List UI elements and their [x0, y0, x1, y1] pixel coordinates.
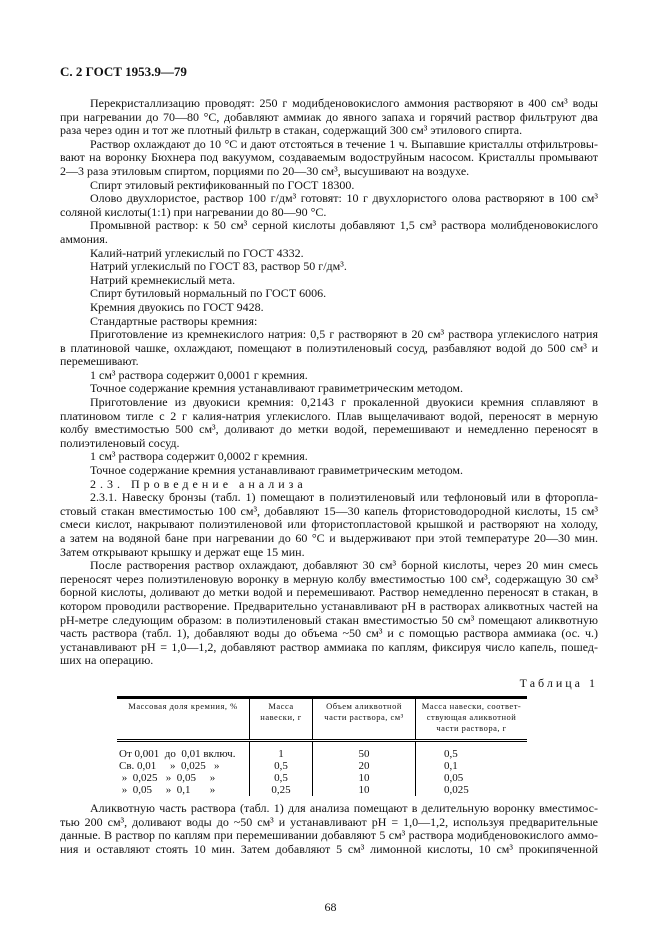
table-cell: 50 [313, 740, 416, 760]
text-line: котором проводили растворение. Предварительно устанавливают pH в растворах аликвотных частей на [60, 599, 598, 613]
text-line: После растворения раствор охлаждают, добавляют 30 см³ борной кислоты, через 20 мин смесь [90, 559, 598, 573]
text-line: аммония. [60, 232, 108, 246]
text-line: Кремния двуокись по ГОСТ 9428. [90, 300, 264, 314]
table-header: Массовая доля кремния, % [117, 697, 250, 740]
table-cell: » 0,05 » 0,1 » [119, 783, 216, 796]
table-cell: 10 [313, 784, 416, 796]
table-cell: 1 [250, 740, 313, 760]
table-cell: Св. 0,01 » 0,025 » [119, 759, 220, 772]
text-line: Промывной раствор: к 50 см³ серной кислоты добавляют 1,5 см³ раствора молибденовокислого [90, 219, 598, 233]
table-row [117, 784, 527, 796]
text-line: 2.3. Проведение анализа [90, 477, 307, 491]
table-cell: От 0,001 до 0,01 включ. [119, 747, 236, 760]
text-line: ших на операцию. [60, 654, 154, 668]
table-cell: 0,5 [250, 772, 313, 784]
text-line: pH-метре следующим образом: в полиэтиленовый стакан вместимостью 50 см³ помещают аликвотную [60, 613, 598, 627]
table-row [117, 740, 527, 760]
table-cell: 0,05 [416, 772, 528, 784]
table-cell: 0,5 [416, 740, 528, 760]
table-cell: » 0,025 » 0,05 » [119, 771, 216, 784]
page-header: С. 2 ГОСТ 1953.9—79 [60, 64, 187, 79]
text-line: переносят через полиэтиленовую воронку в мерную колбу вместимостью 100 см³, содержащую 30 см³ [60, 572, 598, 586]
table-row [117, 760, 527, 772]
text-line: а затем на водяной бане при нагревании до 60 °С и выдерживают при этой температуре 20—30 мин. [60, 532, 598, 545]
text-line: устанавливают pH = 1,0—1,2, добавляют раствор аммиака по каплям, фиксируя число капель, пошед- [60, 640, 598, 654]
text-line: смеси кислот, накрывают полиэтиленовой или фтористопластовой крышкой и растворяют на холоду, [60, 518, 598, 532]
text-line: раза через один и тот же плотный фильтр в стакан, содержащий 300 см³ этилового спирта. [60, 124, 523, 138]
text-line: Раствор охлаждают до 10 °С и дают отстояться в течение 1 ч. Выпавшие кристаллы отфильтровы- [90, 137, 598, 151]
text-line: Точное содержание кремния устанавливают гравиметрическим методом. [90, 464, 463, 478]
text-line: ния и оставляют стоять 10 мин. Затем добавляют 5 см³ лимонной кислоты, 10 см³ прокипяченной [60, 842, 598, 856]
text-line: 1 см³ раствора содержит 0,0002 г кремния. [90, 450, 308, 464]
text-line: полиэтиленовый сосуд. [60, 436, 180, 450]
text-line: Олово двухлористое, раствор 100 г/дм³ готовят: 10 г двухлористого олова растворяют в 100 см³ [90, 192, 598, 206]
body-text-top [60, 97, 598, 668]
page-body [60, 97, 598, 856]
text-line: Стандартные растворы кремния: [90, 314, 258, 328]
text-line: стовый стакан вместимостью 100 см³, добавляют 15—30 капель фтористоводородной кислоты, 15 см³ [60, 504, 598, 518]
text-line: при нагревании до 70—80 °С, добавляют аммиак до явного запаха и горячий раствор фильтруют два [60, 110, 598, 124]
text-line: 1 см³ раствора содержит 0,0001 г кремния. [90, 368, 308, 382]
text-line: Затем открывают крышку и держат еще 15 мин. [60, 545, 305, 559]
table-row [117, 772, 527, 784]
text-line: данные. В раствор по каплям при перемешивании добавляют 5 см³ раствора модибденовокислого аммо- [60, 829, 598, 843]
table-cell: 10 [313, 772, 416, 784]
text-line: соляной кислоты(1:1) при нагревании до 80—90 °С. [60, 205, 327, 219]
text-line: Спирт этиловый ректификованный по ГОСТ 18300. [90, 178, 355, 192]
table-cell: 20 [313, 760, 416, 772]
table-header: Масса навески, г [250, 697, 313, 740]
text-line: 2.3.1. Навеску бронзы (табл. 1) помещают в полиэтиленовый или тефлоновый или в фторопла- [90, 491, 598, 505]
text-line: Спирт бутиловый нормальный по ГОСТ 6006. [90, 287, 327, 301]
table-cell: 0,1 [416, 760, 528, 772]
text-line: Натрий кремнекислый мета. [90, 273, 236, 287]
text-line: Приготовление из двуокиси кремния: 0,2143 г прокаленной двуокиси кремния сплавляют в [90, 396, 598, 410]
table-cell: 0,5 [250, 760, 313, 772]
text-line: вают на воронку Бюхнера под вакуумом, создаваемым водоструйным насосом. Кристаллы промывают [60, 151, 598, 165]
text-line: колбу вместимостью 500 см³, доливают до метки водой, перемешивают и немедленно переносят в [60, 423, 598, 437]
text-line: Натрий углекислый по ГОСТ 83, раствор 50 г/дм³. [90, 260, 347, 274]
text-line: Точное содержание кремния устанавливают гравиметрическим методом. [90, 382, 463, 396]
text-line: Перекристаллизацию проводят: 250 г модибденовокислого аммония растворяют в 400 см³ воды [90, 97, 598, 110]
table-cell: 0,25 [250, 784, 313, 796]
table-1 [117, 696, 527, 796]
text-line: борной кислоты, доливают до метки водой и перемешивают. Раствор немедленно переносят в стакан, в [60, 586, 598, 600]
table-wrapper [117, 696, 527, 796]
table-header: Объем аликвотной части раствора, см³ [313, 697, 416, 740]
page-number: 68 [324, 900, 337, 914]
text-line: Аликвотную часть раствора (табл. 1) для анализа помещают в делительную воронку вместимос- [90, 801, 598, 815]
text-line: платиновом тигле с 2 г калия-натрия углекислого. Плав выщелачивают водой, переносят в мерную [60, 409, 598, 423]
body-text-bottom [60, 802, 598, 856]
text-line: Калий-натрий углекислый по ГОСТ 4332. [90, 246, 304, 260]
text-line: часть раствора (табл. 1), добавляют воды до объема ~50 см³ и с помощью раствора аммиака (ос. ч.) [60, 627, 598, 641]
text-line: 2—3 раза этиловым спиртом, порциями по 20—30 см³, высушивают на воздухе. [60, 164, 470, 178]
table-cell: 0,025 [416, 784, 528, 796]
table-header: Масса навески, соответ-ствующая аликвотной части раствора, г [416, 697, 528, 740]
text-line: перемешивают. [60, 355, 139, 369]
text-line: в платиновой чашке, охлаждают, помещают в полиэтиленовый сосуд, разбавляют водой до 500 см³ и [60, 341, 598, 355]
text-line: тью 200 см³, доливают воды до ~50 см³ и устанавливают pH = 1,0—1,2, используя предварительные [60, 815, 598, 829]
table-caption: Таблица 1 [519, 675, 598, 690]
text-line: Приготовление из кремнекислого натрия: 0,5 г растворяют в 20 см³ раствора углекислого натрия [90, 328, 598, 342]
